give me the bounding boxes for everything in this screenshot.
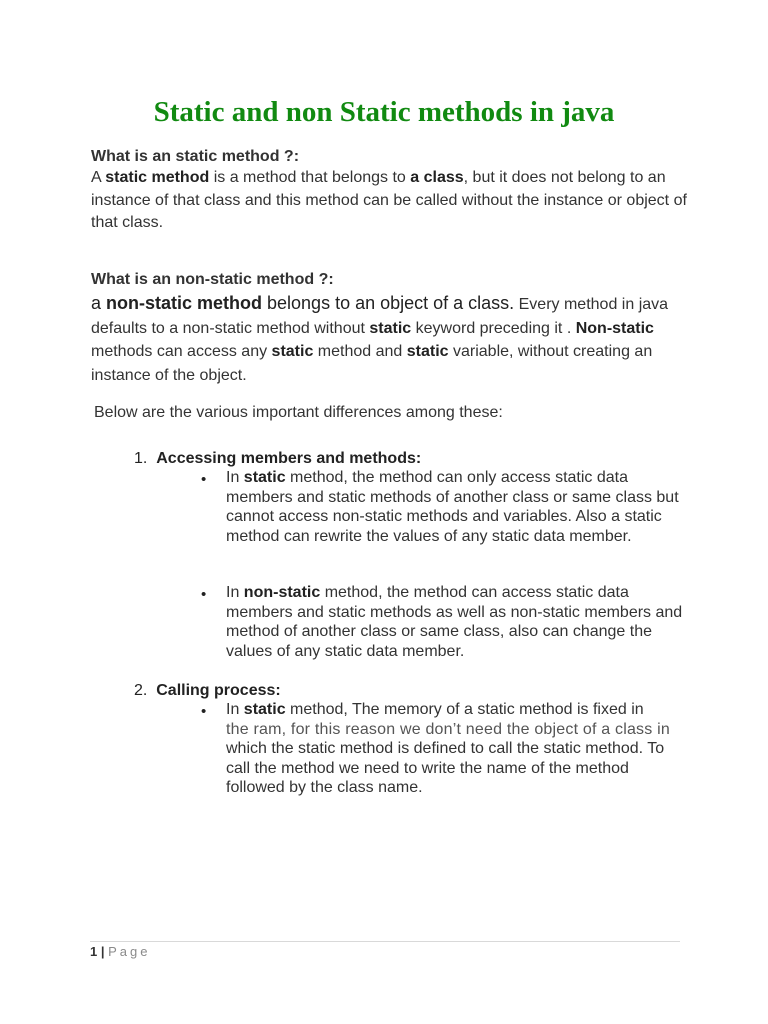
bold-term: non-static (243, 584, 321, 601)
list-item-title: Accessing members and methods: (156, 450, 422, 467)
bold-term: static method (105, 169, 210, 186)
bullet-icon: • (201, 703, 207, 720)
text-run: In (226, 584, 244, 601)
text-run: method and (313, 343, 407, 360)
page-label: Page (108, 944, 151, 959)
list-item (134, 681, 281, 701)
bold-term: a class (410, 169, 464, 186)
page-title: Static and non Static methods in java (153, 96, 615, 128)
list-number: 2. (134, 682, 148, 699)
list-item-title: Calling process: (156, 682, 281, 699)
text-run: method, the method can only access static data members and static methods of another class or same class but cannot access non-static methods and variables. Also a static method can rewrite the values of any static data member. (226, 469, 679, 545)
text-run: variable, without creating an instance of the object. (91, 343, 653, 384)
static-method-heading: What is an static method ?: (91, 148, 300, 165)
text-run: keyword preceding it . (411, 319, 576, 337)
non-static-method-heading: What is an non-static method ?: (91, 271, 334, 288)
bullet-icon: • (201, 586, 207, 603)
text-run: Every method in java defaults to a non-static method without (91, 296, 669, 337)
text-run: A (91, 169, 106, 186)
text-run: a (91, 293, 107, 313)
bold-term: static (243, 701, 286, 718)
text-run: belongs to an object of a class. (262, 293, 515, 313)
page-footer (90, 944, 150, 960)
text-run: is a method that belongs to (209, 169, 411, 186)
bold-term: Non-static (575, 319, 654, 337)
bullet-text (226, 700, 686, 798)
text-run: In (226, 701, 244, 718)
text-run: which the static method is defined to call the static method. To call the method we need to write the name of the method followed by the class name. (226, 740, 665, 797)
bold-term: static (243, 469, 286, 486)
bold-term: static (271, 343, 314, 360)
page-number: 1 (90, 944, 98, 959)
footer-divider (90, 941, 680, 942)
bullet-icon: • (201, 471, 207, 488)
static-method-paragraph (91, 167, 691, 235)
list-item (134, 449, 421, 469)
footer-separator: | (97, 944, 109, 959)
non-static-method-paragraph (91, 292, 691, 387)
text-run: In (226, 469, 244, 486)
text-run: method, the method can access static data members and static methods as well as non-static members and method of another class or same class, also can change the values of any static data member. (226, 584, 683, 660)
list-number: 1. (134, 450, 148, 467)
text-run: the ram, for this reason we don’t need the object of a class in (226, 720, 670, 738)
bold-term: static (369, 319, 412, 337)
text-run: method, The memory of a static method is fixed in (285, 701, 644, 718)
bullet-text (226, 583, 686, 661)
bold-term: static (406, 343, 449, 360)
differences-intro: Below are the various important differences among these: (94, 404, 503, 421)
bold-term: non-static method (106, 293, 263, 313)
bullet-text (226, 468, 686, 546)
text-run: , but it does not belong to an instance of that class and this method can be called without the instance or object of that class. (91, 169, 687, 231)
text-run: methods can access any (91, 343, 272, 360)
